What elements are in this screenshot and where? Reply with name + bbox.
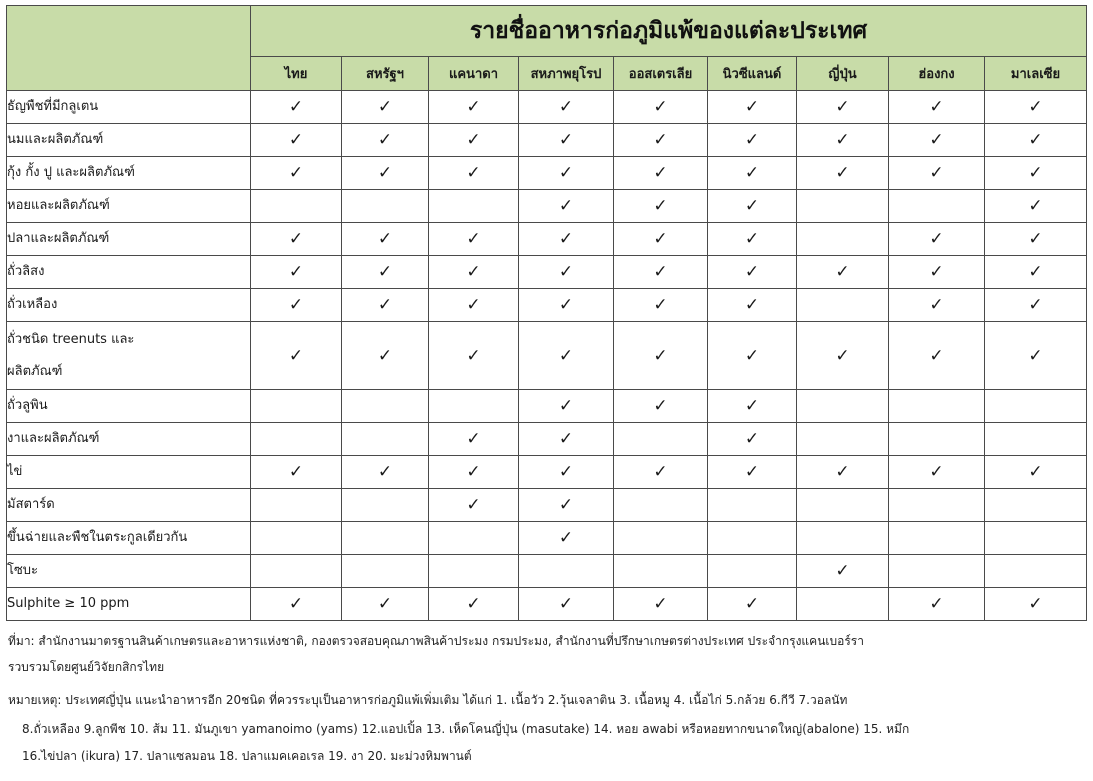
check-mark-icon: ✓ [835, 163, 850, 183]
check-mark-icon: ✓ [558, 429, 574, 449]
table-cell [614, 190, 708, 223]
check-mark-icon: ✓ [466, 130, 481, 150]
check-mark-icon: ✓ [466, 594, 481, 614]
table-cell [251, 289, 342, 322]
note-line-1: หมายเหตุ: ประเทศญี่ปุ่น แนะนำอาหารอีก 20ชนิด ที่ควรระบุเป็นอาหารก่อภูมิแพ้เพิ่มเติม ได้แก่ 1. เนื้อวัว 2.วุ้นเจลาติน 3. เนื้อหมู 4. เนื้อไก่ 5.กล้วย 6.กีวี 7.วอลนัท [8, 693, 848, 707]
table-cell [342, 588, 429, 621]
table-cell [797, 91, 889, 124]
note-line-3: 16.ไข่ปลา (ikura) 17. ปลาแซลมอน 18. ปลาแมคเคอเรล 19. งา 20. มะม่วงหิมพานต์ [22, 749, 472, 763]
table-cell [889, 322, 985, 390]
row-label [7, 157, 251, 190]
table-cell [251, 588, 342, 621]
check-mark-icon: ✓ [288, 163, 304, 183]
check-mark-icon: ✓ [929, 594, 944, 614]
table-cell [889, 522, 985, 555]
table-cell [429, 390, 519, 423]
table-cell [251, 390, 342, 423]
column-header: แคนาดา [429, 57, 519, 91]
check-mark-icon: ✓ [1028, 97, 1043, 117]
table-cell [519, 423, 614, 456]
table-cell [985, 124, 1087, 157]
table-cell [251, 555, 342, 588]
table-cell [708, 423, 797, 456]
table-row [7, 588, 1087, 621]
check-mark-icon: ✓ [558, 130, 574, 150]
table-row [7, 256, 1087, 289]
table-cell [797, 390, 889, 423]
table-cell [614, 322, 708, 390]
check-mark-icon: ✓ [558, 495, 574, 515]
table-cell [251, 190, 342, 223]
table-cell [429, 91, 519, 124]
table-cell [889, 588, 985, 621]
check-mark-icon: ✓ [466, 462, 481, 482]
check-mark-icon: ✓ [744, 396, 760, 416]
table-cell [985, 555, 1087, 588]
table-cell [985, 456, 1087, 489]
check-mark-icon: ✓ [929, 130, 944, 150]
table-cell [708, 555, 797, 588]
table-cell [708, 190, 797, 223]
table-cell [614, 289, 708, 322]
check-mark-icon: ✓ [377, 345, 393, 366]
table-cell [429, 322, 519, 390]
table-cell [342, 157, 429, 190]
row-label-text: นมและผลิตภัณฑ์ [7, 132, 104, 147]
table-cell [797, 423, 889, 456]
table-cell [519, 390, 614, 423]
check-mark-icon: ✓ [653, 130, 668, 150]
check-mark-icon: ✓ [466, 163, 481, 183]
row-label-text: งาและผลิตภัณฑ์ [7, 431, 100, 446]
table-cell [429, 588, 519, 621]
table-cell [519, 157, 614, 190]
check-mark-icon: ✓ [929, 295, 944, 315]
row-label [7, 124, 251, 157]
column-header: สหรัฐฯ [342, 57, 429, 91]
table-cell [429, 456, 519, 489]
allergen-table [6, 5, 1087, 621]
table-cell [797, 555, 889, 588]
row-label-text: หอยและผลิตภัณฑ์ [7, 198, 110, 213]
table-cell [342, 289, 429, 322]
table-cell [342, 256, 429, 289]
column-header: ออสเตรเลีย [614, 57, 708, 91]
column-header: นิวซีแลนด์ [708, 57, 797, 91]
check-mark-icon: ✓ [466, 429, 481, 449]
table-cell [614, 456, 708, 489]
table-cell [519, 124, 614, 157]
table-cell [614, 256, 708, 289]
check-mark-icon: ✓ [744, 462, 760, 482]
table-cell [342, 489, 429, 522]
check-mark-icon: ✓ [558, 97, 574, 117]
row-label [7, 555, 251, 588]
table-cell [985, 423, 1087, 456]
check-mark-icon: ✓ [377, 462, 393, 482]
check-mark-icon: ✓ [558, 594, 574, 614]
table-cell [708, 289, 797, 322]
check-mark-icon: ✓ [377, 594, 393, 614]
table-cell [251, 322, 342, 390]
check-mark-icon: ✓ [466, 295, 481, 315]
table-cell [708, 124, 797, 157]
row-label [7, 588, 251, 621]
table-cell [797, 489, 889, 522]
table-cell [985, 390, 1087, 423]
table-cell [519, 456, 614, 489]
table-cell [708, 390, 797, 423]
table-cell [342, 456, 429, 489]
table-cell [251, 223, 342, 256]
check-mark-icon: ✓ [835, 97, 850, 117]
check-mark-icon: ✓ [653, 97, 668, 117]
check-mark-icon: ✓ [744, 130, 760, 150]
table-cell [985, 289, 1087, 322]
table-cell [342, 390, 429, 423]
check-mark-icon: ✓ [1028, 594, 1043, 614]
table-row [7, 289, 1087, 322]
row-label-text: ถั่วเหลือง [7, 297, 58, 312]
column-header: ฮ่องกง [889, 57, 985, 91]
table-cell [429, 157, 519, 190]
check-mark-icon: ✓ [288, 594, 304, 614]
check-mark-icon: ✓ [1028, 196, 1043, 216]
table-cell [429, 223, 519, 256]
table-cell [614, 423, 708, 456]
table-cell [708, 522, 797, 555]
check-mark-icon: ✓ [835, 345, 850, 366]
table-row [7, 157, 1087, 190]
table-cell [429, 555, 519, 588]
check-mark-icon: ✓ [1028, 345, 1043, 366]
table-row [7, 489, 1087, 522]
check-mark-icon: ✓ [744, 196, 760, 216]
check-mark-icon: ✓ [929, 262, 944, 282]
row-label-text: ไข่ [7, 464, 23, 479]
table-cell [797, 522, 889, 555]
table-row [7, 322, 1087, 390]
row-label [7, 256, 251, 289]
check-mark-icon: ✓ [835, 561, 850, 581]
table-cell [889, 489, 985, 522]
table-cell [429, 423, 519, 456]
row-label-text-continued: ผลิตภัณฑ์ [7, 363, 63, 379]
check-mark-icon: ✓ [653, 262, 668, 282]
table-cell [889, 390, 985, 423]
check-mark-icon: ✓ [929, 229, 944, 249]
check-mark-icon: ✓ [288, 130, 304, 150]
check-mark-icon: ✓ [558, 196, 574, 216]
table-cell [519, 223, 614, 256]
table-cell [519, 588, 614, 621]
table-cell [889, 190, 985, 223]
table-cell [614, 522, 708, 555]
table-row [7, 456, 1087, 489]
table-cell [985, 489, 1087, 522]
row-label [7, 522, 251, 555]
row-label [7, 190, 251, 223]
table-cell [614, 390, 708, 423]
table-cell [889, 91, 985, 124]
row-label [7, 423, 251, 456]
check-mark-icon: ✓ [288, 262, 304, 282]
check-mark-icon: ✓ [558, 345, 574, 366]
check-mark-icon: ✓ [744, 594, 760, 614]
check-mark-icon: ✓ [377, 163, 393, 183]
row-label [7, 489, 251, 522]
table-cell [708, 256, 797, 289]
table-cell [342, 555, 429, 588]
table-cell [985, 91, 1087, 124]
check-mark-icon: ✓ [835, 462, 850, 482]
row-label-text: มัสตาร์ด [7, 497, 55, 512]
check-mark-icon: ✓ [1028, 262, 1043, 282]
column-header: ไทย [251, 57, 342, 91]
check-mark-icon: ✓ [558, 396, 574, 416]
check-mark-icon: ✓ [466, 495, 481, 515]
table-cell [614, 588, 708, 621]
table-cell [342, 322, 429, 390]
table-cell [889, 456, 985, 489]
check-mark-icon: ✓ [835, 130, 850, 150]
column-header: สหภาพยุโรป [519, 57, 614, 91]
table-row [7, 522, 1087, 555]
table-cell [342, 91, 429, 124]
table-cell [519, 91, 614, 124]
table-cell [251, 522, 342, 555]
row-label-text: Sulphite ≥ 10 ppm [7, 596, 130, 611]
check-mark-icon: ✓ [288, 345, 304, 366]
check-mark-icon: ✓ [744, 345, 760, 366]
table-cell [614, 91, 708, 124]
check-mark-icon: ✓ [466, 229, 481, 249]
table-cell [889, 256, 985, 289]
row-label-text: ถั่วลิสง [7, 264, 45, 279]
table-cell [708, 91, 797, 124]
table-title: รายชื่ออาหารก่อภูมิแพ้ของแต่ละประเทศ [251, 6, 1087, 57]
check-mark-icon: ✓ [653, 396, 668, 416]
table-row [7, 190, 1087, 223]
table-cell [251, 124, 342, 157]
table-cell [614, 124, 708, 157]
check-mark-icon: ✓ [744, 262, 760, 282]
table-cell [251, 423, 342, 456]
check-mark-icon: ✓ [377, 262, 393, 282]
table-cell [342, 423, 429, 456]
check-mark-icon: ✓ [653, 594, 668, 614]
table-cell [429, 289, 519, 322]
check-mark-icon: ✓ [558, 229, 574, 249]
table-cell [985, 157, 1087, 190]
table-cell [797, 190, 889, 223]
table-cell [342, 124, 429, 157]
table-cell [708, 322, 797, 390]
row-label [7, 322, 251, 390]
table-row [7, 91, 1087, 124]
table-cell [429, 124, 519, 157]
check-mark-icon: ✓ [1028, 130, 1043, 150]
table-cell [519, 322, 614, 390]
table-cell [429, 256, 519, 289]
table-cell [985, 588, 1087, 621]
table-cell [797, 588, 889, 621]
check-mark-icon: ✓ [744, 429, 760, 449]
table-cell [889, 289, 985, 322]
table-cell [708, 157, 797, 190]
check-mark-icon: ✓ [653, 295, 668, 315]
check-mark-icon: ✓ [377, 130, 393, 150]
check-mark-icon: ✓ [929, 97, 944, 117]
check-mark-icon: ✓ [744, 163, 760, 183]
table-body [7, 91, 1087, 621]
row-label-text: กุ้ง กั้ง ปู และผลิตภัณฑ์ [7, 165, 135, 180]
check-mark-icon: ✓ [288, 295, 304, 315]
check-mark-icon: ✓ [558, 462, 574, 482]
table-cell [429, 489, 519, 522]
table-cell [614, 555, 708, 588]
table-cell [614, 157, 708, 190]
table-cell [429, 522, 519, 555]
table-row [7, 124, 1087, 157]
check-mark-icon: ✓ [558, 262, 574, 282]
table-cell [708, 489, 797, 522]
column-header: มาเลเซีย [985, 57, 1087, 91]
check-mark-icon: ✓ [653, 163, 668, 183]
table-cell [519, 256, 614, 289]
table-cell [797, 124, 889, 157]
table-cell [519, 190, 614, 223]
check-mark-icon: ✓ [466, 97, 481, 117]
check-mark-icon: ✓ [466, 345, 481, 366]
table-cell [985, 256, 1087, 289]
table-cell [797, 256, 889, 289]
check-mark-icon: ✓ [288, 462, 304, 482]
table-cell [614, 223, 708, 256]
table-cell [889, 124, 985, 157]
check-mark-icon: ✓ [929, 462, 944, 482]
check-mark-icon: ✓ [1028, 163, 1043, 183]
table-cell [889, 223, 985, 256]
table-row [7, 423, 1087, 456]
row-label-text: ธัญพืชที่มีกลูเตน [7, 99, 99, 114]
check-mark-icon: ✓ [929, 345, 944, 366]
table-cell [251, 256, 342, 289]
row-label-text: ปลาและผลิตภัณฑ์ [7, 231, 110, 246]
table-cell [797, 322, 889, 390]
check-mark-icon: ✓ [466, 262, 481, 282]
check-mark-icon: ✓ [558, 528, 574, 548]
check-mark-icon: ✓ [1028, 462, 1043, 482]
table-cell [251, 157, 342, 190]
check-mark-icon: ✓ [1028, 295, 1043, 315]
table-cell [985, 223, 1087, 256]
check-mark-icon: ✓ [653, 345, 668, 366]
table-cell [251, 91, 342, 124]
row-label [7, 390, 251, 423]
table-cell [797, 223, 889, 256]
table-cell [889, 157, 985, 190]
table-cell [342, 190, 429, 223]
table-cell [342, 223, 429, 256]
check-mark-icon: ✓ [1028, 229, 1043, 249]
table-cell [889, 423, 985, 456]
check-mark-icon: ✓ [377, 295, 393, 315]
column-header: ญี่ปุ่น [797, 57, 889, 91]
check-mark-icon: ✓ [835, 262, 850, 282]
table-cell [614, 489, 708, 522]
table-cell [519, 522, 614, 555]
table-corner [7, 6, 251, 91]
check-mark-icon: ✓ [288, 97, 304, 117]
row-label [7, 456, 251, 489]
table-cell [342, 522, 429, 555]
table-cell [519, 555, 614, 588]
table-cell [251, 456, 342, 489]
table-cell [985, 190, 1087, 223]
check-mark-icon: ✓ [653, 229, 668, 249]
table-cell [708, 456, 797, 489]
check-mark-icon: ✓ [377, 229, 393, 249]
source-compiled-by: รวบรวมโดยศูนย์วิจัยกสิกรไทย [8, 660, 165, 674]
check-mark-icon: ✓ [744, 295, 760, 315]
table-cell [429, 190, 519, 223]
check-mark-icon: ✓ [929, 163, 944, 183]
row-label [7, 91, 251, 124]
table-cell [797, 456, 889, 489]
check-mark-icon: ✓ [558, 295, 574, 315]
row-label-text: ถั่วชนิด treenuts และ [7, 331, 135, 347]
note-line-2: 8.ถั่วเหลือง 9.ลูกพีช 10. ส้ม 11. มันภูเขา yamanoimo (yams) 12.แอปเปิ้ล 13. เห็ดโคนญี่ปุ่น (masutake) 14. หอย awabi หรือหอยทากขนาดใหญ่(abalone) 15. หมึก [22, 722, 910, 736]
row-label-text: ถั่วลูพิน [7, 398, 48, 413]
table-row [7, 555, 1087, 588]
table-cell [797, 157, 889, 190]
check-mark-icon: ✓ [558, 163, 574, 183]
table-cell [985, 322, 1087, 390]
check-mark-icon: ✓ [744, 229, 760, 249]
table-row [7, 223, 1087, 256]
table-row [7, 390, 1087, 423]
table-cell [797, 289, 889, 322]
table-cell [708, 588, 797, 621]
table-cell [519, 289, 614, 322]
check-mark-icon: ✓ [377, 97, 393, 117]
table-cell [889, 555, 985, 588]
table-cell [251, 489, 342, 522]
check-mark-icon: ✓ [653, 196, 668, 216]
source-line: ที่มา: สำนักงานมาตรฐานสินค้าเกษตรและอาหารแห่งชาติ, กองตรวจสอบคุณภาพสินค้าประมง กรมประมง, สำนักงานที่ปรึกษาเกษตรต่างประเทศ ประจำกรุงแคนเบอร์รา [8, 634, 864, 648]
table-cell [708, 223, 797, 256]
row-label-text: ขึ้นฉ่ายและพืชในตระกูลเดียวกัน [7, 530, 188, 545]
check-mark-icon: ✓ [653, 462, 668, 482]
row-label [7, 223, 251, 256]
table-cell [985, 522, 1087, 555]
check-mark-icon: ✓ [288, 229, 304, 249]
row-label [7, 289, 251, 322]
check-mark-icon: ✓ [744, 97, 760, 117]
row-label-text: โซบะ [7, 563, 39, 578]
table-cell [519, 489, 614, 522]
